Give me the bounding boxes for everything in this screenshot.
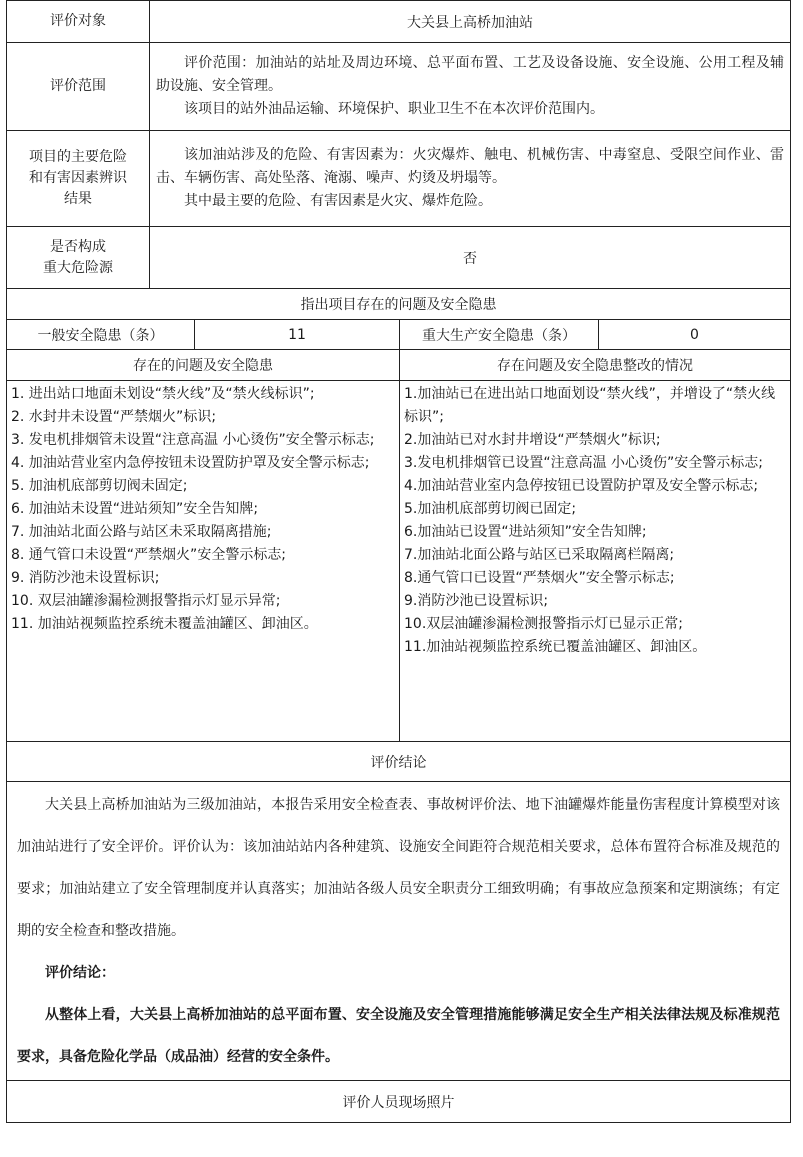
issue-item: 11. 加油站视频监控系统未覆盖油罐区、卸油区。 <box>11 616 318 632</box>
hazard-label-line: 和有害因素辨识 <box>29 170 127 186</box>
hazard-label-line: 项目的主要危险 <box>29 149 127 165</box>
conclusion-subtitle: 评价结论： <box>45 965 115 981</box>
rectification-item: 7.加油站北面公路与站区已采取隔离栏隔离; <box>404 547 675 563</box>
rectification-item: 6.加油站已设置“进站须知”安全告知牌; <box>404 524 647 540</box>
major-source-value: 否 <box>150 227 791 289</box>
conclusion-body: 大关县上高桥加油站为三级加油站，本报告采用安全检查表、事故树评价法、地下油罐爆炸能量伤害程度计算模型对该加油站进行了安全评价。评价认为：该加油站站内各种建筑、设施安全间距符合规范相关要求，总体布置符合标准及规范的要求；加油站建立了安全管理制度并认真落实；加油站各级人员安全职责分工细致明确；有事故应急预案和定期演练；有定期的安全检查和整改措施。 <box>17 797 780 939</box>
conclusion-final: 从整体上看，大关县上高桥加油站的总平面布置、安全设施及安全管理措施能够满足安全生产相关法律法规及标准规范要求，具备危险化学品（成品油）经营的安全条件。 <box>17 1007 780 1065</box>
object-value: 大关县上高桥加油站 <box>150 1 791 43</box>
issue-item: 4. 加油站营业室内急停按钮未设置防护罩及安全警示标志; <box>11 455 370 471</box>
rectification-item: 10.双层油罐渗漏检测报警指示灯已显示正常; <box>404 616 683 632</box>
issues-header-row <box>7 289 791 320</box>
hazard-paragraph: 其中最主要的危险、有害因素是火灾、爆炸危险。 <box>184 193 492 209</box>
object-row <box>7 1 791 43</box>
issue-item: 9. 消防沙池未设置标识; <box>11 570 160 586</box>
rectification-item: 4.加油站营业室内急停按钮已设置防护罩及安全警示标志; <box>404 478 759 494</box>
scope-paragraph: 该项目的站外油品运输、环境保护、职业卫生不在本次评价范围内。 <box>184 101 604 117</box>
hazard-label <box>7 131 150 227</box>
general-hazard-count: 11 <box>195 320 400 350</box>
scope-paragraph: 评价范围：加油站的站址及周边环境、总平面布置、工艺及设备设施、安全设施、公用工程及辅助设施、安全管理。 <box>156 55 784 94</box>
rectification-item: 1.加油站已在进出站口地面划设“禁火线”，并增设了“禁火线标识”; <box>404 386 776 425</box>
scope-content <box>150 43 791 131</box>
hazard-paragraph: 该加油站涉及的危险、有害因素为：火灾爆炸、触电、机械伤害、中毒窒息、受限空间作业、雷击、车辆伤害、高处坠落、淹溺、噪声、灼烫及坍塌等。 <box>156 147 784 186</box>
issue-item: 3. 发电机排烟管未设置“注意高温 小心烫伤”安全警示标志; <box>11 432 375 448</box>
major-source-label-line: 是否构成 <box>50 238 106 255</box>
conclusion-content <box>7 782 791 1081</box>
issue-item: 5. 加油机底部剪切阀未固定; <box>11 478 188 494</box>
issue-item: 1. 进出站口地面未划设“禁火线”及“禁火线标识”; <box>11 386 315 402</box>
issues-list-row <box>7 381 791 742</box>
major-source-row <box>7 227 791 289</box>
issue-item: 2. 水封井未设置“严禁烟火”标识; <box>11 409 217 425</box>
photos-header: 评价人员现场照片 <box>7 1081 791 1123</box>
conclusion-header: 评价结论 <box>7 742 791 782</box>
conclusion-header-row <box>7 742 791 782</box>
issues-header: 指出项目存在的问题及安全隐患 <box>7 289 791 320</box>
photos-header-row <box>7 1081 791 1123</box>
hazard-content <box>150 131 791 227</box>
major-source-label <box>7 227 150 289</box>
major-source-label-line: 重大危险源 <box>43 259 113 276</box>
issue-item: 7. 加油站北面公路与站区未采取隔离措施; <box>11 524 272 540</box>
rectification-column-header: 存在问题及安全隐患整改的情况 <box>400 350 791 381</box>
scope-label: 评价范围 <box>7 43 150 131</box>
object-label: 评价对象 <box>7 1 150 43</box>
rectification-list <box>400 381 791 742</box>
counts-row <box>7 320 791 350</box>
general-hazard-label: 一般安全隐患（条） <box>7 320 195 350</box>
rectification-item: 11.加油站视频监控系统已覆盖油罐区、卸油区。 <box>404 639 707 655</box>
rectification-item: 5.加油机底部剪切阀已固定; <box>404 501 577 517</box>
issue-item: 6. 加油站未设置“进站须知”安全告知牌; <box>11 501 259 517</box>
issue-item: 8. 通气管口未设置“严禁烟火”安全警示标志; <box>11 547 287 563</box>
major-hazard-count: 0 <box>599 320 791 350</box>
rectification-item: 3.发电机排烟管已设置“注意高温 小心烫伤”安全警示标志; <box>404 455 764 471</box>
issues-column-header: 存在的问题及安全隐患 <box>7 350 400 381</box>
hazard-row <box>7 131 791 227</box>
rectification-item: 2.加油站已对水封井增设“严禁烟火”标识; <box>404 432 661 448</box>
conclusion-row <box>7 782 791 1081</box>
hazard-label-line: 结果 <box>64 191 92 207</box>
issue-item: 10. 双层油罐渗漏检测报警指示灯显示异常; <box>11 593 281 609</box>
columns-header-row <box>7 350 791 381</box>
scope-row <box>7 43 791 131</box>
evaluation-table <box>6 0 791 1123</box>
rectification-item: 8.通气管口已设置“严禁烟火”安全警示标志; <box>404 570 675 586</box>
rectification-item: 9.消防沙池已设置标识; <box>404 593 549 609</box>
issues-list <box>7 381 400 742</box>
major-hazard-label: 重大生产安全隐患（条） <box>400 320 599 350</box>
